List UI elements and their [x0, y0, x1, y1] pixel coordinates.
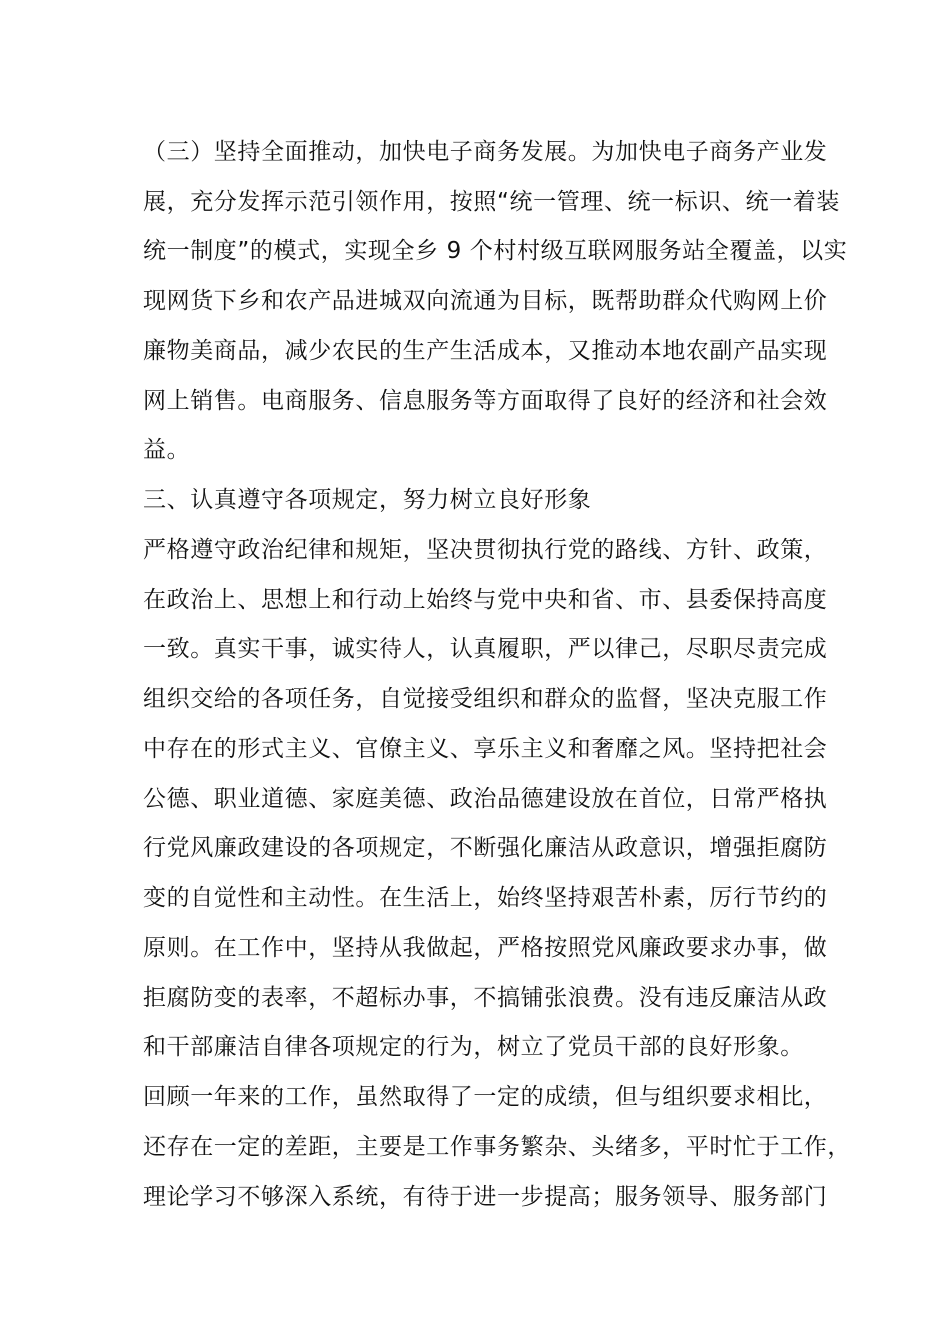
text-line: 原则。在工作中，坚持从我做起，严格按照党风廉政要求办事，做 [143, 935, 828, 961]
text-line: 统一制度”的模式，实现全乡 9 个村村级互联网服务站全覆盖，以实 [143, 238, 848, 264]
text-line: 展，充分发挥示范引领作用，按照“统一管理、统一标识、统一着装 [143, 189, 840, 215]
text-line: 一致。真实干事，诚实待人，认真履职，严以律己，尽职尽责完成 [143, 636, 828, 662]
text-line: 现网货下乡和农产品进城双向流通为目标，既帮助群众代购网上价 [143, 288, 828, 314]
text-line: 益。 [143, 437, 191, 463]
text-line: 在政治上、思想上和行动上始终与党中央和省、市、县委保持高度 [143, 587, 828, 613]
section-heading: 三、认真遵守各项规定，努力树立良好形象 [143, 487, 592, 513]
text-line: 中存在的形式主义、官僚主义、享乐主义和奢靡之风。坚持把社会 [143, 736, 828, 762]
text-line: 变的自觉性和主动性。在生活上，始终坚持艰苦朴素，厉行节约的 [143, 885, 828, 911]
text-line: 网上销售。电商服务、信息服务等方面取得了良好的经济和社会效 [143, 388, 828, 414]
text-line: 理论学习不够深入系统，有待于进一步提高；服务领导、服务部门 [143, 1184, 828, 1210]
text-line: 回顾一年来的工作，虽然取得了一定的成绩，但与组织要求相比， [143, 1084, 828, 1110]
text-line: 行党风廉政建设的各项规定，不断强化廉洁从政意识，增强拒腐防 [143, 835, 828, 861]
text-line: 公德、职业道德、家庭美德、政治品德建设放在首位，日常严格执 [143, 786, 828, 812]
text-line: （三）坚持全面推动，加快电子商务发展。为加快电子商务产业发 [143, 139, 828, 165]
text-line: 严格遵守政治纪律和规矩，坚决贯彻执行党的路线、方针、政策， [143, 537, 828, 563]
text-line: 廉物美商品，减少农民的生产生活成本，又推动本地农副产品实现 [143, 338, 828, 364]
text-line: 组织交给的各项任务，自觉接受组织和群众的监督，坚决克服工作 [143, 686, 828, 712]
text-line: 还存在一定的差距，主要是工作事务繁杂、头绪多，平时忙于工作， [143, 1134, 851, 1160]
text-line: 拒腐防变的表率，不超标办事，不搞铺张浪费。没有违反廉洁从政 [143, 985, 828, 1011]
text-line: 和干部廉洁自律各项规定的行为，树立了党员干部的良好形象。 [143, 1034, 804, 1060]
